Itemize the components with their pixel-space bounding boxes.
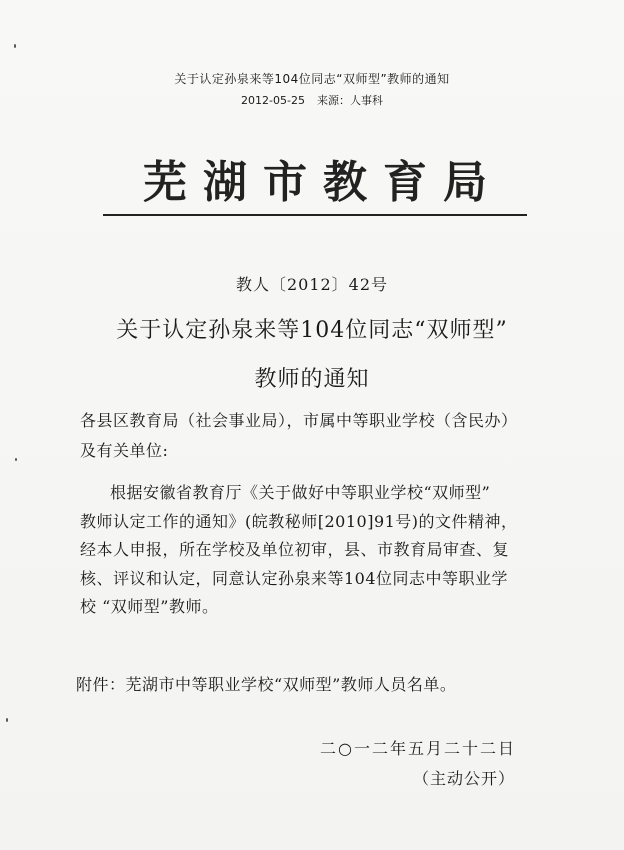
addressee-line-2: 及有关单位: <box>80 441 169 460</box>
web-header-title: 关于认定孙泉来等104位同志“双师型”教师的通知 <box>174 72 450 86</box>
body-paragraph <box>80 479 560 622</box>
document-number: 教人〔2012〕42号 <box>235 275 389 294</box>
disclosure-status: （主动公开） <box>413 769 516 788</box>
body-line: 经本人申报，所在学校及单位初审，县、市教育局审查、复 <box>80 540 510 559</box>
scan-speck <box>6 718 8 722</box>
scan-speck <box>14 44 16 48</box>
letterhead-divider <box>103 214 527 216</box>
body-line: 教师认定工作的通知》(皖教秘师[2010]91号)的文件精神， <box>80 511 518 531</box>
document-title-line-1: 关于认定孙泉来等104位同志“双师型” <box>116 318 508 343</box>
body-line: 核、评议和认定，同意认定孙泉来等104位同志中等职业学 <box>80 568 509 588</box>
document-title-line-2: 教师的通知 <box>254 367 370 392</box>
source-label: 来源：人事科 <box>316 94 383 107</box>
scan-speck <box>15 458 17 461</box>
publish-date: 2012-05-25 <box>241 94 305 107</box>
body-line: 根据安徽省教育厅《关于做好中等职业学校“双师型” <box>110 483 491 502</box>
attachment-note: 附件：芜湖市中等职业学校“双师型”教师人员名单。 <box>76 675 457 694</box>
issuer-letterhead: 芜湖市教育局 <box>143 157 503 208</box>
body-line: 校 “双师型”教师。 <box>80 597 219 616</box>
web-header-meta <box>0 92 624 108</box>
addressee-line-1: 各县区教育局（社会事业局），市属中等职业学校（含民办） <box>80 411 518 430</box>
signing-date: 二○一二年五月二十二日 <box>320 739 516 758</box>
